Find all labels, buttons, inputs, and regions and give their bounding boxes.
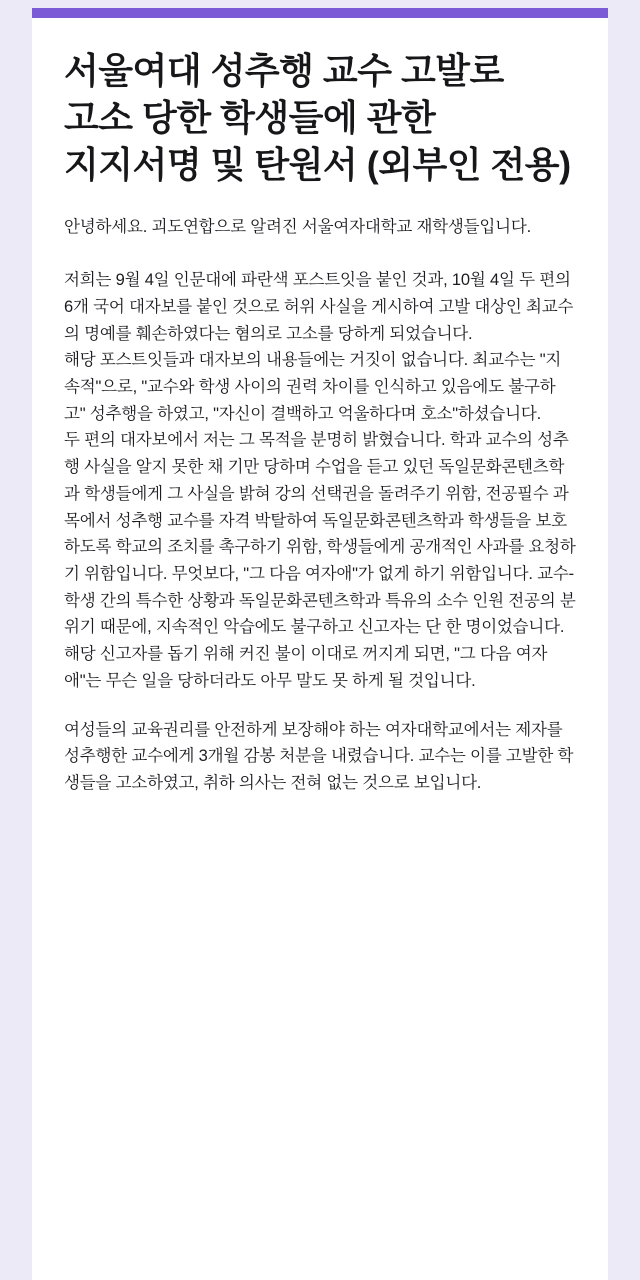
paragraph-3: 두 편의 대자보에서 저는 그 목적을 분명히 밝혔습니다. 학과 교수의 성추행 사실을 알지 못한 채 기만 당하며 수업을 듣고 있던 독일문화콘텐츠학과 학생들에게 그 사실을 밝혀 강의 선택권을 돌려주기 위함, 전공필수 과목에서 성추행 교수를 자격 박탈하여 독일문화콘텐츠학과 학생들을 보호하도록 학교의 조치를 촉구하기 위함, 학생들에게 공개적인 사과를 요청하기 위함입니다. 무엇보다, "그 다음 여자애"가 없게 하기 위함입니다. 교수-학생 간의 특수한 상황과 독일문화콘텐츠학과 특유의 소수 인원 전공의 분위기 때문에, 지속적인 악습에도 불구하고 신고자는 단 한 명이었습니다. 해당 신고자를 돕기 위해 커진 불이 이대로 꺼지게 되면, "그 다음 여자애"는 무슨 일을 당하더라도 아무 말도 못 하게 될 것입니다. <box>64 431 576 690</box>
paragraph-4: 여성들의 교육권리를 안전하게 보장해야 하는 여자대학교에서는 제자를 성추행한 교수에게 3개월 감봉 처분을 내렸습니다. 교수는 이를 고발한 학생들을 고소하였고, 취하 의사는 전혀 없는 것으로 보입니다. <box>64 720 574 793</box>
spacer <box>64 241 576 267</box>
paragraph-1: 저희는 9월 4일 인문대에 파란색 포스트잇을 붙인 것과, 10월 4일 두 편의 6개 국어 대자보를 붙인 것으로 허위 사실을 게시하여 고발 대상인 최교수의 명예를 훼손하였다는 혐의로 고소를 당하게 되었습니다. <box>64 271 574 343</box>
paragraph-2: 해당 포스트잇들과 대자보의 내용들에는 거짓이 없습니다. 최교수는 "지속적"으로, "교수와 학생 사이의 권력 차이를 인식하고 있음에도 불구하고" 성추행을 하였고, "자신이 결백하고 억울하다며 호소"하셨습니다. <box>64 351 562 423</box>
greeting-paragraph: 안녕하세요. 괴도연합으로 알려진 서울여자대학교 재학생들입니다. <box>64 218 531 237</box>
spacer <box>64 695 576 717</box>
body-block-1 <box>64 267 576 695</box>
form-card <box>32 8 608 1280</box>
page-title: 서울여대 성추행 교수 고발로 고소 당한 학생들에 관한 지지서명 및 탄원서 (외부인 전용) <box>64 50 571 185</box>
